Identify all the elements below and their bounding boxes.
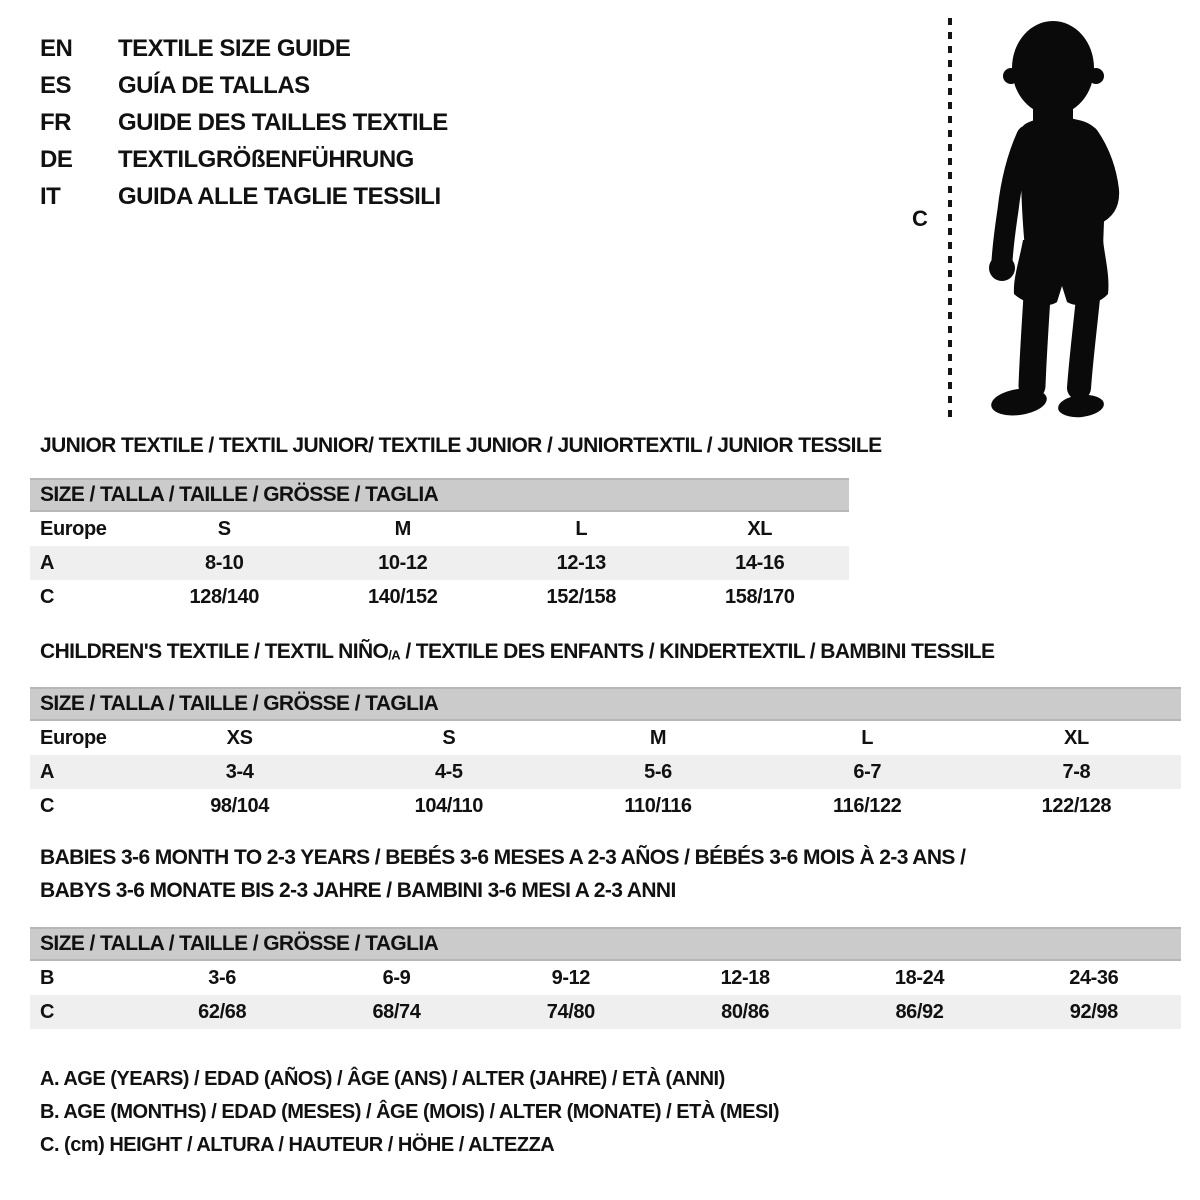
- footnote-age-months: B. AGE (MONTHS) / EDAD (MESES) / ÂGE (MOIS) / ALTER (MONATE) / ETÀ (MESI): [40, 1101, 780, 1123]
- junior-size-table: [30, 512, 849, 614]
- babies-table-header: SIZE / TALLA / TAILLE / GRÖSSE / TAGLIA: [30, 927, 1181, 961]
- value-cell: 3-4: [225, 760, 254, 783]
- language-code: DE: [40, 146, 73, 173]
- language-row: [40, 104, 448, 141]
- value-cell: 62/68: [198, 1000, 247, 1023]
- row-label-cell: A: [40, 551, 55, 574]
- value-cell: M: [649, 726, 667, 749]
- value-cell: 10-12: [378, 551, 428, 574]
- footnote-age-years: A. AGE (YEARS) / EDAD (AÑOS) / ÂGE (ANS) / ALTER (JAHRE) / ETÀ (ANNI): [40, 1068, 725, 1090]
- guide-title: TEXTILGRÖßENFÜHRUNG: [118, 146, 414, 173]
- value-cell: 128/140: [189, 585, 259, 608]
- junior-section-title: JUNIOR TEXTILE / TEXTIL JUNIOR/ TEXTILE JUNIOR / JUNIORTEXTIL / JUNIOR TESSILE: [40, 434, 882, 457]
- row-label-cell: A: [40, 760, 55, 783]
- value-cell: 140/152: [368, 585, 438, 608]
- table-row: [30, 995, 1181, 1029]
- value-cell: 24-36: [1069, 966, 1119, 989]
- row-label-cell: C: [40, 794, 55, 817]
- value-cell: 74/80: [546, 1000, 595, 1023]
- language-code: EN: [40, 35, 73, 62]
- value-cell: 110/116: [624, 794, 692, 817]
- table-row: [30, 755, 1181, 789]
- value-cell: 3-6: [208, 966, 237, 989]
- guide-title: GUIDA ALLE TAGLIE TESSILI: [118, 183, 441, 210]
- value-cell: 9-12: [551, 966, 591, 989]
- footnote-height-cm: C. (cm) HEIGHT / ALTURA / HAUTEUR / HÖHE / ALTEZZA: [40, 1134, 555, 1156]
- value-cell: S: [217, 517, 231, 540]
- value-cell: XL: [747, 517, 773, 540]
- value-cell: 152/158: [546, 585, 616, 608]
- language-title-block: [40, 30, 448, 215]
- value-cell: 8-10: [205, 551, 244, 574]
- value-cell: 80/86: [721, 1000, 770, 1023]
- language-row: [40, 141, 448, 178]
- value-cell: S: [442, 726, 456, 749]
- row-label-cell: B: [40, 966, 55, 989]
- children-title-sub: /A: [388, 647, 401, 663]
- value-cell: XS: [226, 726, 253, 749]
- language-code: FR: [40, 109, 71, 136]
- value-cell: 104/110: [414, 794, 483, 817]
- value-cell: 122/128: [1041, 794, 1112, 817]
- language-row: [40, 178, 448, 215]
- babies-section-title-line1: BABIES 3-6 MONTH TO 2-3 YEARS / BEBÉS 3-6 MESES A 2-3 AÑOS / BÉBÉS 3-6 MOIS À 2-3 ANS /: [40, 846, 966, 869]
- babies-size-table: [30, 961, 1181, 1029]
- value-cell: 116/122: [833, 794, 902, 817]
- children-section-title: [40, 640, 994, 664]
- table-row: [30, 580, 849, 614]
- value-cell: 68/74: [372, 1000, 421, 1023]
- table-row: [30, 512, 849, 546]
- children-table-header: SIZE / TALLA / TAILLE / GRÖSSE / TAGLIA: [30, 687, 1181, 721]
- value-cell: 86/92: [895, 1000, 944, 1023]
- value-cell: 14-16: [735, 551, 785, 574]
- value-cell: 12-18: [720, 966, 770, 989]
- guide-title: GUÍA DE TALLAS: [118, 72, 310, 99]
- language-row: [40, 30, 448, 67]
- value-cell: XL: [1064, 726, 1089, 749]
- value-cell: L: [575, 517, 588, 540]
- junior-table-header: SIZE / TALLA / TAILLE / GRÖSSE / TAGLIA: [30, 478, 849, 512]
- table-row: [30, 961, 1181, 995]
- children-title-pre: CHILDREN'S TEXTILE / TEXTIL NIÑO: [40, 640, 389, 663]
- value-cell: 12-13: [556, 551, 606, 574]
- language-code: ES: [40, 72, 72, 99]
- value-cell: 5-6: [644, 760, 672, 783]
- value-cell: 98/104: [210, 794, 269, 817]
- table-row: [30, 789, 1181, 823]
- height-measure-label: C: [912, 206, 928, 231]
- value-cell: 158/170: [725, 585, 795, 608]
- value-cell: 18-24: [894, 966, 945, 989]
- babies-section-title-line2: BABYS 3-6 MONATE BIS 2-3 JAHRE / BAMBINI 3-6 MESI A 2-3 ANNI: [40, 879, 676, 902]
- value-cell: 6-7: [853, 760, 882, 783]
- value-cell: 4-5: [434, 760, 463, 783]
- language-row: [40, 67, 448, 104]
- table-row: [30, 721, 1181, 755]
- language-code: IT: [40, 183, 61, 210]
- children-title-post: / TEXTILE DES ENFANTS / KINDERTEXTIL / BAMBINI TESSILE: [400, 640, 995, 663]
- value-cell: L: [861, 726, 874, 749]
- row-label-cell: Europe: [40, 517, 107, 540]
- row-label-cell: C: [40, 1000, 55, 1023]
- guide-title: TEXTILE SIZE GUIDE: [118, 35, 351, 62]
- value-cell: 7-8: [1062, 760, 1091, 783]
- toddler-silhouette-image: [895, 10, 1160, 425]
- table-row: [30, 546, 849, 580]
- row-label-cell: C: [40, 585, 55, 608]
- value-cell: 6-9: [382, 966, 411, 989]
- guide-title: GUIDE DES TAILLES TEXTILE: [118, 109, 448, 136]
- row-label-cell: Europe: [40, 726, 107, 749]
- toddler-silhouette: [989, 21, 1109, 419]
- value-cell: 92/98: [1069, 1000, 1118, 1023]
- value-cell: M: [394, 517, 411, 540]
- children-size-table: [30, 721, 1181, 823]
